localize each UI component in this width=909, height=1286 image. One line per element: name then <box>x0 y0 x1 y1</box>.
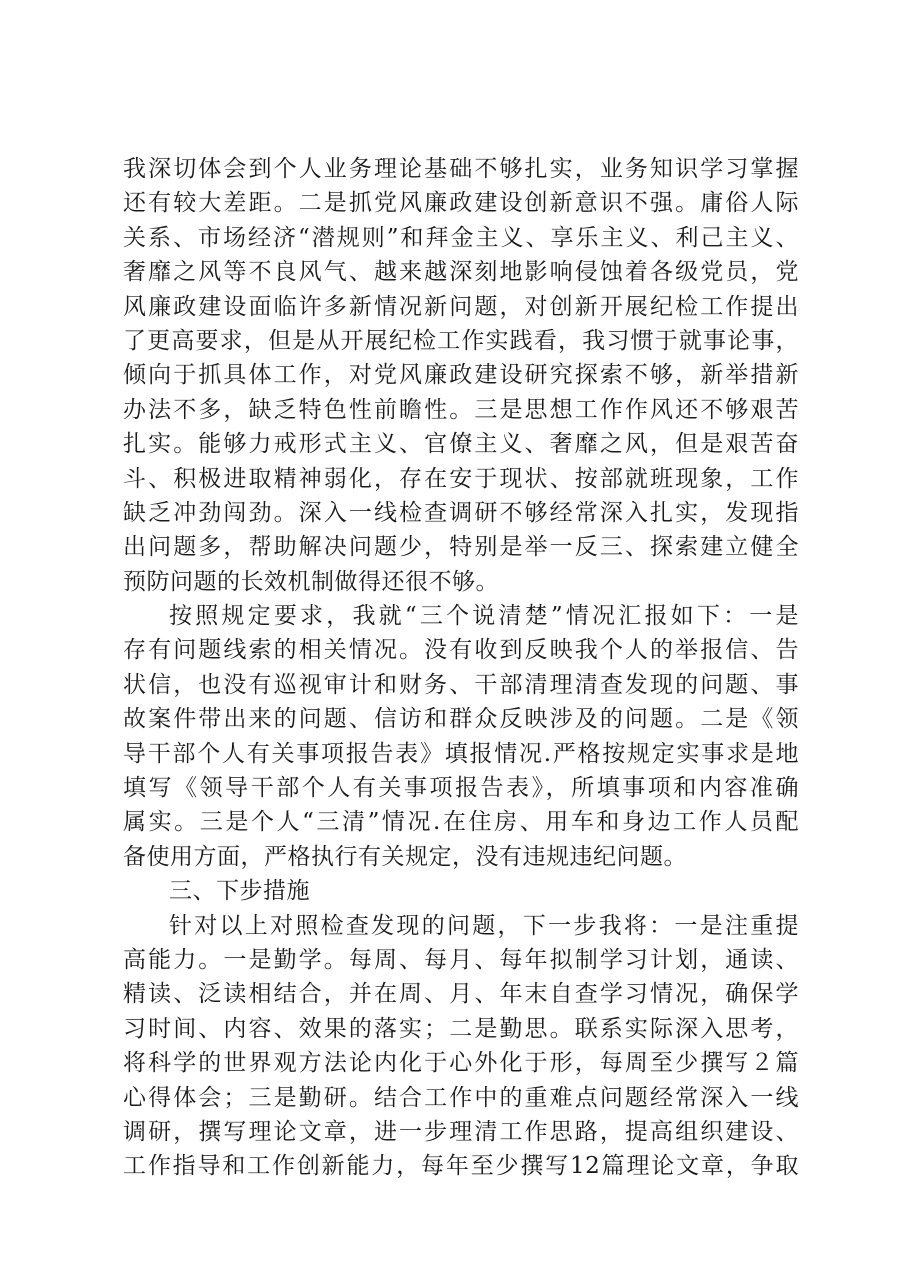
paragraph-p2 <box>123 599 799 874</box>
text-line: 状信，也没有巡视审计和财务、干部清理清查发现的问题、事 <box>123 671 799 698</box>
text-line: 备使用方面，严格执行有关规定，没有违规违纪问题。 <box>123 843 687 870</box>
text-line: 还有较大差距。二是抓党风廉政建设创新意识不强。庸俗人际 <box>123 190 799 217</box>
text-line: 扎实。能够力戒形式主义、官僚主义、奢靡之风，但是艰苦奋 <box>123 431 799 458</box>
text-line: 按照规定要求，我就“三个说清楚”情况汇报如下：一是 <box>169 603 799 630</box>
text-line: 针对以上对照检查发现的问题，下一步我将：一是注重提 <box>169 912 799 939</box>
text-line: 精读、泛读相结合，并在周、月、年末自查学习情况，确保学 <box>123 981 799 1008</box>
text-line: 故案件带出来的问题、信访和群众反映涉及的问题。二是《领 <box>123 706 799 733</box>
text-line: 关系、市场经济“潜规则”和拜金主义、享乐主义、利己主义、 <box>123 224 799 251</box>
text-line: 将科学的世界观方法论内化于心外化于形，每周至少撰写２篇 <box>123 1050 799 1077</box>
text-line: 我深切体会到个人业务理论基础不够扎实，业务知识学习掌握 <box>123 156 799 182</box>
text-line: 存有问题线索的相关情况。没有收到反映我个人的举报信、告 <box>123 637 799 664</box>
text-line: 风廉政建设面临许多新情况新问题，对创新开展纪检工作提出 <box>123 293 799 320</box>
text-line: 高能力。一是勤学。每周、每月、每年拟制学习计划，通读、 <box>123 946 799 973</box>
text-line: 办法不多，缺乏特色性前瞻性。三是思想工作作风还不够艰苦 <box>123 396 799 423</box>
text-line: 出问题多，帮助解决问题少，特别是举一反三、探索建立健全 <box>123 534 799 561</box>
text-line: 导干部个人有关事项报告表》填报情况.严格按规定实事求是地 <box>123 740 799 767</box>
text-line: 工作指导和工作创新能力，每年至少撰写12篇理论文章，争取 <box>123 1153 799 1180</box>
text-line: 了更高要求，但是从开展纪检工作实践看，我习惯于就事论事， <box>123 327 799 354</box>
text-line: 斗、积极进取精神弱化，存在安于现状、按部就班现象，工作 <box>123 465 799 492</box>
text-line: 奢靡之风等不良风气、越来越深刻地影响侵蚀着各级党员，党 <box>123 259 799 286</box>
text-line: 填写《领导干部个人有关事项报告表》，所填事项和内容准确 <box>123 775 799 802</box>
text-line: 习时间、内容、效果的落实；二是勤思。联系实际深入思考， <box>123 1015 799 1042</box>
text-line: 预防问题的长效机制做得还很不够。 <box>123 568 499 595</box>
document-page <box>123 152 799 1184</box>
text-line: 心得体会；三是勤研。结合工作中的重难点问题经常深入一线 <box>123 1084 799 1111</box>
section-heading <box>123 874 799 908</box>
text-line: 属实。三是个人“三清”情况.在住房、用车和身边工作人员配 <box>123 809 799 836</box>
text-line: 倾向于抓具体工作，对党风廉政建设研究探索不够，新举措新 <box>123 362 799 389</box>
text-line: 调研，撰写理论文章，进一步理清工作思路，提高组织建设、 <box>123 1118 799 1145</box>
text-line: 缺乏冲劲闯劲。深入一线检查调研不够经常深入扎实，发现指 <box>123 499 799 526</box>
paragraph-p1 <box>123 152 799 599</box>
section-heading-text: 三、下步措施 <box>169 878 310 905</box>
paragraph-p3 <box>123 909 799 1184</box>
